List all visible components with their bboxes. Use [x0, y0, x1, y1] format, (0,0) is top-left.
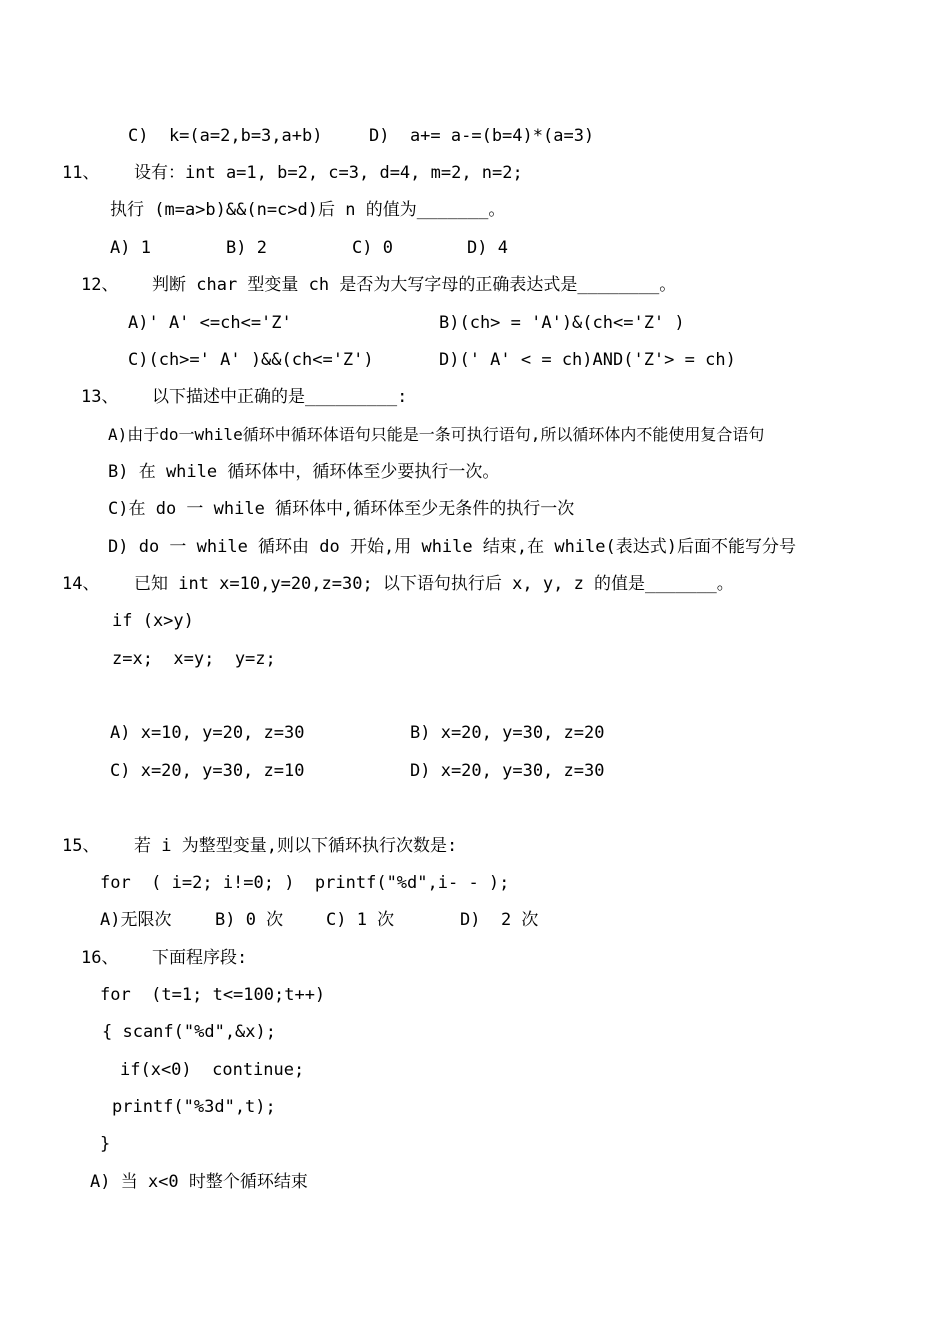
q14-code-line2: z=x; x=y; y=z;: [112, 649, 276, 669]
q11-stem-line2: 执行 (m=a>b)&&(n=c>d)后 n 的值为_______。: [110, 200, 506, 220]
q12-option-b: B)(ch> = 'A')&(ch<='Z' ): [439, 313, 685, 333]
q16-code-line3: if(x<0) continue;: [120, 1060, 305, 1080]
q11-number: 11、: [62, 163, 100, 183]
q12-stem: 判断 char 型变量 ch 是否为大写字母的正确表达式是________。: [152, 275, 677, 295]
q11-option-a: A) 1: [110, 238, 151, 258]
q15-option-c: C) 1 次: [326, 910, 395, 930]
q11-option-b: B) 2: [226, 238, 267, 258]
q14-option-d: D) x=20, y=30, z=30: [410, 761, 605, 781]
q11-option-c: C) 0: [352, 238, 393, 258]
q16-code-line5: }: [100, 1134, 111, 1154]
q15-option-d: D) 2 次: [460, 910, 539, 930]
q13-number: 13、: [81, 387, 119, 407]
q13-option-b: B) 在 while 循环体中，循环体至少要执行一次。: [108, 462, 500, 482]
q11-option-d: D) 4: [467, 238, 508, 258]
q14-option-b: B) x=20, y=30, z=20: [410, 723, 605, 743]
q16-option-a: A) 当 x<0 时整个循环结束: [90, 1172, 308, 1192]
q13-option-c: C)在 do 一 while 循环体中,循环体至少无条件的执行一次: [108, 499, 575, 519]
q15-option-a: A)无限次: [100, 910, 172, 930]
q14-code-line1: if (x>y): [112, 611, 194, 631]
q16-code-line1: for (t=1; t<=100;t++): [100, 985, 326, 1005]
q10-option-c: C) k=(a=2,b=3,a+b): [128, 126, 323, 146]
q16-stem: 下面程序段:: [152, 948, 248, 968]
q13-option-a: A)由于do一while循环中循环体语句只能是一条可执行语句,所以循环体内不能使用复合语句: [108, 425, 765, 444]
q15-option-b: B) 0 次: [215, 910, 284, 930]
q16-code-line4: printf("%3d",t);: [112, 1097, 276, 1117]
q11-stem: 设有：int a=1, b=2, c=3, d=4, m=2, n=2;: [134, 163, 523, 183]
q16-code-line2: { scanf("%d",&x);: [102, 1022, 276, 1042]
q15-stem: 若 i 为整型变量,则以下循环执行次数是:: [134, 836, 458, 856]
q13-option-d: D) do 一 while 循环由 do 开始,用 while 结束,在 while(表达式)后面不能写分号: [108, 537, 796, 557]
q14-option-c: C) x=20, y=30, z=10: [110, 761, 305, 781]
q13-stem: 以下描述中正确的是_________:: [152, 387, 408, 407]
q14-stem: 已知 int x=10,y=20,z=30; 以下语句执行后 x, y, z 的值是_______。: [134, 574, 734, 594]
q15-code-line1: for ( i=2; i!=0; ) printf("%d",i- - );: [100, 873, 510, 893]
q14-option-a: A) x=10, y=20, z=30: [110, 723, 305, 743]
q12-number: 12、: [81, 275, 119, 295]
q10-option-d: D) a+= a-=(b=4)*(a=3): [369, 126, 595, 146]
q15-number: 15、: [62, 836, 100, 856]
q12-option-a: A)' A' <=ch<='Z': [128, 313, 292, 333]
q12-option-c: C)(ch>=' A' )&&(ch<='Z'): [128, 350, 374, 370]
q14-number: 14、: [62, 574, 100, 594]
q16-number: 16、: [81, 948, 119, 968]
q12-option-d: D)(' A' < = ch)AND('Z'> = ch): [439, 350, 736, 370]
